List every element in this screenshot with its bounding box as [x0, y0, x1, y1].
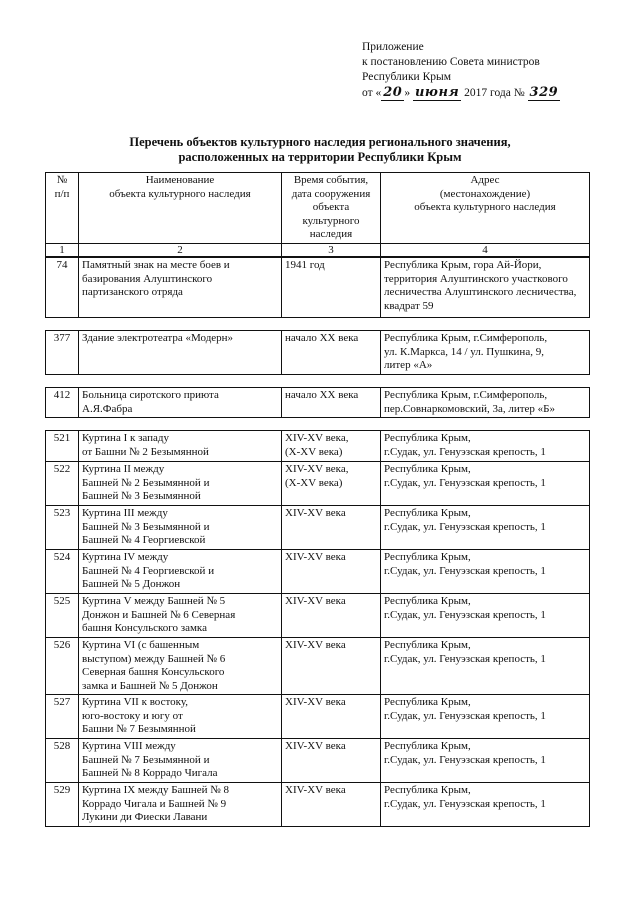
- text-line: Республика Крым, г.Симферополь,: [384, 332, 548, 344]
- cell-number: 521: [46, 431, 79, 462]
- text-line: XIV-XV века: [285, 507, 346, 519]
- text-line: Наименование: [145, 174, 215, 186]
- text-line: Республика Крым,: [384, 639, 471, 651]
- text-line: территория Алуштинского участкового: [384, 272, 568, 285]
- handwritten-day: 20: [383, 85, 403, 100]
- text-line: Башней № 8 Коррадо Чигала: [82, 767, 218, 779]
- cell-name: [79, 331, 282, 375]
- text-line: начало XX века: [285, 389, 359, 401]
- text-line: Республика Крым,: [384, 740, 471, 752]
- text-line: XIV-XV века,: [285, 432, 349, 444]
- text-line: (X-XV века): [285, 476, 343, 489]
- text-line: 1941 год: [285, 259, 325, 271]
- cell-address: [381, 431, 590, 462]
- text-line: Куртина II между: [82, 463, 165, 475]
- text-line: (местонахождение): [439, 187, 531, 200]
- text-line: юго-востоку и югу от: [82, 709, 183, 722]
- table-row: [46, 431, 590, 462]
- text-line: (X-XV века): [285, 445, 343, 458]
- appendix-block: [362, 40, 632, 101]
- cell-number: 525: [46, 594, 79, 638]
- text-line: г.Судак, ул. Генуэзская крепость, 1: [384, 476, 546, 489]
- text-line: г.Судак, ул. Генуэзская крепость, 1: [384, 520, 546, 533]
- text-line: Башней № 4 Георгиевской и: [82, 564, 215, 577]
- text-line: Куртина IX между Башней № 8: [82, 784, 230, 796]
- appendix-date-line: [362, 85, 632, 101]
- table-row: [46, 550, 590, 594]
- text-line: XIV-XV века: [285, 740, 346, 752]
- text-line: Коррадо Чигала и Башней № 9: [82, 797, 227, 810]
- text-line: Куртина III между: [82, 507, 168, 519]
- table-row: [46, 258, 590, 318]
- cell-address: [381, 462, 590, 506]
- table-row: [46, 462, 590, 506]
- text-line: г.Судак, ул. Генуэзская крепость, 1: [384, 445, 546, 458]
- cell-date: [282, 638, 381, 695]
- handwritten-month: июня: [414, 85, 460, 100]
- text-line: Республика Крым,: [384, 595, 471, 607]
- text-line: г.Судак, ул. Генуэзская крепость, 1: [384, 709, 546, 722]
- cell-date: [282, 462, 381, 506]
- text-line: XIV-XV века: [285, 639, 346, 651]
- cell-date: [282, 506, 381, 550]
- text-line: Время события,: [293, 174, 369, 186]
- text-line: Башней № 7 Безымянной и: [82, 753, 210, 766]
- text-line: г.Судак, ул. Генуэзская крепость, 1: [384, 608, 546, 621]
- text-line: п/п: [54, 187, 70, 200]
- cell-address: [381, 388, 590, 418]
- title-line: Перечень объектов культурного наследия регионального значения,: [129, 135, 511, 149]
- text-line: дата сооружения: [291, 187, 371, 200]
- text-line: г.Судак, ул. Генуэзская крепость, 1: [384, 797, 546, 810]
- appendix-line: Приложение: [362, 41, 424, 53]
- cell-address: [381, 506, 590, 550]
- cell-number: 377: [46, 331, 79, 375]
- cell-name: [79, 431, 282, 462]
- cell-address: [381, 695, 590, 739]
- text-line: XIV-XV века: [285, 551, 346, 563]
- cell-number: 529: [46, 783, 79, 827]
- table-block: [45, 257, 590, 318]
- text-line: Куртина V между Башней № 5: [82, 595, 226, 607]
- text-line: XIV-XV века: [285, 595, 346, 607]
- text-line: от Башни № 2 Безымянной: [82, 445, 209, 458]
- year-text: 2017 года №: [464, 87, 525, 99]
- cell-address: [381, 550, 590, 594]
- text-line: пер.Совнаркомовский, 3а, литер «Б»: [384, 402, 555, 415]
- handwritten-number: 329: [529, 85, 559, 100]
- text-line: наследия: [309, 228, 353, 240]
- column-number: 1: [46, 244, 79, 257]
- cell-name: [79, 550, 282, 594]
- table-row: [46, 388, 590, 418]
- text-line: лесничества Алуштинского лесничества,: [384, 286, 577, 298]
- date-mid: »: [404, 87, 411, 99]
- text-line: культурного: [302, 214, 360, 227]
- text-line: Куртина VI (с башенным: [82, 639, 200, 651]
- cell-date: [282, 258, 381, 318]
- text-line: г.Судак, ул. Генуэзская крепость, 1: [384, 564, 546, 577]
- text-line: Башней № 5 Донжон: [82, 578, 181, 590]
- text-line: А.Я.Фабра: [82, 402, 133, 415]
- text-line: Республика Крым, г.Симферополь,: [384, 389, 548, 401]
- text-line: начало XX века: [285, 332, 359, 344]
- cell-number: 74: [46, 258, 79, 318]
- cell-name: [79, 462, 282, 506]
- cell-address: [381, 638, 590, 695]
- table-row: [46, 739, 590, 783]
- text-line: Башни № 7 Безымянной: [82, 723, 196, 735]
- table-row: [46, 783, 590, 827]
- text-line: Башней № 4 Георгиевской: [82, 534, 206, 546]
- text-line: базирования Алуштинского: [82, 272, 213, 285]
- cell-date: [282, 388, 381, 418]
- cell-name: [79, 783, 282, 827]
- cell-date: [282, 695, 381, 739]
- text-line: Республика Крым,: [384, 463, 471, 475]
- text-line: XIV-XV века: [285, 696, 346, 708]
- table-block: [45, 387, 590, 418]
- text-line: XIV-XV века,: [285, 463, 349, 475]
- cell-name: [79, 695, 282, 739]
- cell-number: 523: [46, 506, 79, 550]
- page-title: [100, 135, 540, 165]
- header-row: [46, 173, 590, 244]
- header-table: [45, 172, 590, 257]
- column-number: 3: [282, 244, 381, 257]
- title-line: расположенных на территории Республики Крым: [178, 150, 462, 164]
- text-line: ул. К.Маркса, 14 / ул. Пушкина, 9,: [384, 345, 544, 358]
- text-line: объекта: [312, 201, 350, 213]
- cell-address: [381, 258, 590, 318]
- cell-number: 522: [46, 462, 79, 506]
- cell-date: [282, 431, 381, 462]
- date-prefix: от «: [362, 87, 382, 99]
- text-line: партизанского отряда: [82, 286, 183, 298]
- cell-number: 528: [46, 739, 79, 783]
- column-number: 2: [79, 244, 282, 257]
- table-row: [46, 331, 590, 375]
- text-line: г.Судак, ул. Генуэзская крепость, 1: [384, 753, 546, 766]
- header-col-number: [46, 173, 79, 244]
- text-line: Лукини ди Фиески Лавани: [82, 811, 208, 823]
- text-line: Памятный знак на месте боев и: [82, 259, 230, 271]
- text-line: литер «А»: [384, 359, 433, 371]
- cell-address: [381, 739, 590, 783]
- text-line: Куртина I к западу: [82, 432, 170, 444]
- text-line: Республика Крым,: [384, 432, 471, 444]
- table-block: [45, 430, 590, 827]
- text-line: Северная башня Консульского: [82, 666, 225, 678]
- cell-date: [282, 550, 381, 594]
- text-line: Башней № 3 Безымянной: [82, 490, 201, 502]
- text-line: выступом) между Башней № 6: [82, 652, 226, 665]
- table-block: [45, 330, 590, 375]
- text-line: Больница сиротского приюта: [82, 389, 219, 401]
- text-line: Башней № 3 Безымянной и: [82, 520, 210, 533]
- header-col-name: [79, 173, 282, 244]
- header-col-date: [282, 173, 381, 244]
- text-line: Республика Крым,: [384, 784, 471, 796]
- text-line: Республика Крым, гора Ай-Йори,: [384, 259, 542, 271]
- cell-address: [381, 783, 590, 827]
- cell-name: [79, 638, 282, 695]
- cell-date: [282, 783, 381, 827]
- text-line: замка и Башней № 5 Донжон: [82, 679, 218, 692]
- text-line: башня Консульского замка: [82, 622, 207, 634]
- cell-number: 524: [46, 550, 79, 594]
- cell-number: 526: [46, 638, 79, 695]
- cell-number: 527: [46, 695, 79, 739]
- text-line: объекта культурного наследия: [414, 201, 556, 213]
- table-row: [46, 506, 590, 550]
- cell-address: [381, 594, 590, 638]
- text-line: Куртина IV между: [82, 551, 169, 563]
- text-line: Здание электротеатра «Модерн»: [82, 332, 234, 344]
- text-line: №: [56, 174, 68, 186]
- text-line: Куртина VIII между: [82, 740, 176, 752]
- cell-date: [282, 739, 381, 783]
- table-row: [46, 695, 590, 739]
- text-line: Донжон и Башней № 6 Северная: [82, 608, 236, 621]
- text-line: Республика Крым,: [384, 696, 471, 708]
- text-line: Республика Крым,: [384, 551, 471, 563]
- text-line: Республика Крым,: [384, 507, 471, 519]
- cell-name: [79, 258, 282, 318]
- text-line: Куртина VII к востоку,: [82, 696, 188, 708]
- cell-address: [381, 331, 590, 375]
- text-line: XIV-XV века: [285, 784, 346, 796]
- cell-name: [79, 739, 282, 783]
- cell-date: [282, 594, 381, 638]
- text-line: объекта культурного наследия: [109, 187, 251, 200]
- appendix-line: Республики Крым: [362, 71, 451, 83]
- text-line: квадрат 59: [384, 299, 434, 312]
- text-line: Адрес: [470, 174, 500, 186]
- text-line: г.Судак, ул. Генуэзская крепость, 1: [384, 652, 546, 665]
- cell-date: [282, 331, 381, 375]
- text-line: Башней № 2 Безымянной и: [82, 476, 210, 489]
- cell-name: [79, 594, 282, 638]
- table-row: [46, 638, 590, 695]
- cell-name: [79, 388, 282, 418]
- column-number: 4: [381, 244, 590, 257]
- cell-name: [79, 506, 282, 550]
- table-row: [46, 594, 590, 638]
- header-col-address: [381, 173, 590, 244]
- cell-number: 412: [46, 388, 79, 418]
- appendix-line: к постановлению Совета министров: [362, 56, 540, 68]
- column-number-row: [46, 244, 590, 257]
